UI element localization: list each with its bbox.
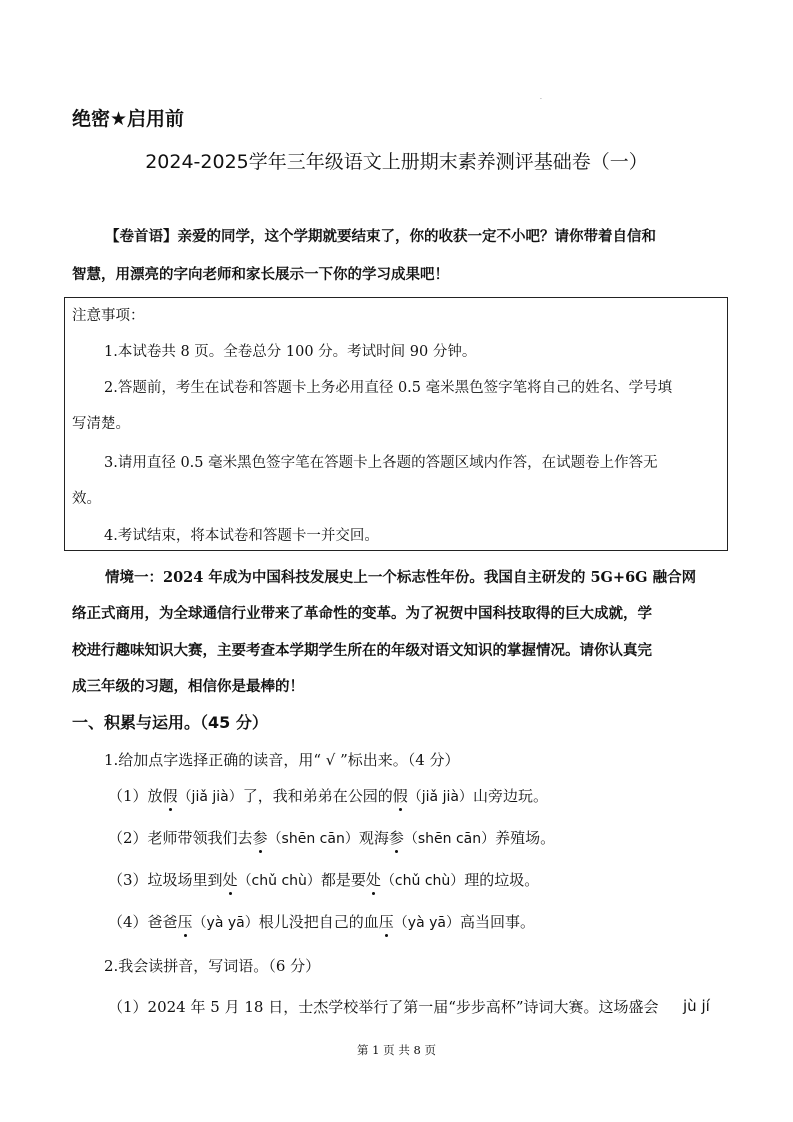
q1-item-1-text-a: （1）放 — [108, 787, 163, 805]
q1-item-2-text-a: （2）老师带领我们去 — [108, 829, 253, 847]
q1-item-3 — [108, 869, 539, 890]
q1-item-3-pinyin-options-2[interactable]: （chǔ chù） — [380, 873, 465, 889]
notice-heading: 注意事项： — [72, 308, 145, 324]
q1-item-3-pinyin-options-1[interactable]: （chǔ chù） — [237, 873, 321, 889]
q1-item-4-text-a: （4）爸爸 — [108, 913, 178, 931]
q1-item-1-pinyin-options-2[interactable]: （jiǎ jià） — [407, 789, 473, 805]
q1-item-1-dotted-char-1: 假 — [162, 787, 178, 805]
question-1-prompt: 1.给加点字选择正确的读音，用“ √ ”标出来。（4 分） — [104, 751, 460, 769]
intro-line-1: 【卷首语】亲爱的同学，这个学期就要结束了，你的收获一定不小吧？请你带着自信和 — [105, 228, 656, 245]
q1-item-2-text-b: 观海 — [358, 829, 389, 847]
secret-mark: 绝密★启用前 — [72, 108, 185, 130]
notice-item-1: 1.本试卷共 8 页。全卷总分 100 分。考试时间 90 分钟。 — [104, 344, 477, 360]
context-line-4: 成三年级的习题，相信你是最棒的！ — [72, 678, 304, 695]
q1-item-2-pinyin-options-1[interactable]: （shēn cān） — [267, 831, 359, 847]
notice-item-2-line-2: 写清楚。 — [72, 416, 130, 432]
q1-item-4-pinyin-options-2[interactable]: （yà yā） — [393, 915, 460, 931]
q1-item-4 — [108, 911, 535, 932]
q1-item-3-text-a: （3）垃圾场里到 — [108, 871, 223, 889]
q1-item-2 — [108, 827, 555, 848]
q1-item-4-pinyin-options-1[interactable]: （yà yā） — [192, 915, 259, 931]
section-1-heading: 一、积累与运用。（45 分） — [72, 713, 268, 732]
q1-item-3-text-b: 都是要 — [320, 871, 366, 889]
q1-item-2-dotted-char-1: 参 — [252, 829, 268, 847]
q1-item-2-text-e: 养殖场。 — [495, 829, 556, 847]
intro-line-2: 智慧，用漂亮的字向老师和家长展示一下你的学习成果吧！ — [72, 266, 449, 283]
notice-box — [64, 297, 728, 551]
context-line-1: 情境一：2024 年成为中国科技发展史上一个标志性年份。我国自主研发的 5G+6G 融合网 — [105, 569, 697, 586]
question-2-prompt: 2.我会读拼音，写词语。（6 分） — [104, 957, 321, 975]
page-title: 2024-2025学年三年级语文上册期末素养测评基础卷（一） — [145, 151, 648, 173]
q1-item-3-dotted-char-1: 处 — [222, 871, 238, 889]
q1-item-1-text-e: 山旁边玩。 — [472, 787, 548, 805]
q1-item-1-dotted-char-2: 假 — [392, 787, 408, 805]
context-line-3: 校进行趣味知识大赛，主要考查本学期学生所在的年级对语文知识的掌握情况。请你认真完 — [72, 642, 652, 659]
q1-item-1-pinyin-options-1[interactable]: （jiǎ jià） — [177, 789, 243, 805]
q1-item-1-text-b: 了，我和弟弟在公园的 — [242, 787, 393, 805]
q2-item-1-text: （1）2024 年 5 月 18 日，士杰学校举行了第一届“步步高杯”诗词大赛。这场盛会 — [108, 998, 659, 1016]
context-line-2: 络正式商用，为全球通信行业带来了革命性的变革。为了祝贺中国科技取得的巨大成就，学 — [72, 605, 652, 622]
notice-item-3-line-1: 3.请用直径 0.5 毫米黑色签字笔在答题卡上各题的答题区域内作答，在试题卷上作答无 — [104, 455, 658, 471]
q2-item-1-pinyin: jù jí — [683, 997, 710, 1015]
q1-item-4-dotted-char-2: 压 — [378, 913, 394, 931]
q1-item-3-dotted-char-2: 处 — [365, 871, 381, 889]
q1-item-2-pinyin-options-2[interactable]: （shēn cān） — [403, 831, 496, 847]
q1-item-3-text-e: 理的垃圾。 — [464, 871, 540, 889]
notice-item-3-line-2: 效。 — [72, 491, 101, 507]
notice-item-2-line-1: 2.答题前，考生在试卷和答题卡上务必用直径 0.5 毫米黑色签字笔将自己的姓名、学号填 — [104, 380, 673, 396]
notice-item-4: 4.考试结束，将本试卷和答题卡一并交回。 — [104, 528, 379, 544]
q1-item-4-text-e: 高当回事。 — [459, 913, 535, 931]
q1-item-2-dotted-char-2: 参 — [388, 829, 404, 847]
q1-item-4-text-b: 根儿没把自己的血 — [258, 913, 379, 931]
q1-item-4-dotted-char-1: 压 — [177, 913, 193, 931]
q1-item-1 — [108, 785, 548, 806]
scan-dot: · — [540, 96, 542, 103]
page-footer: 第 1 页 共 8 页 — [357, 1043, 436, 1057]
